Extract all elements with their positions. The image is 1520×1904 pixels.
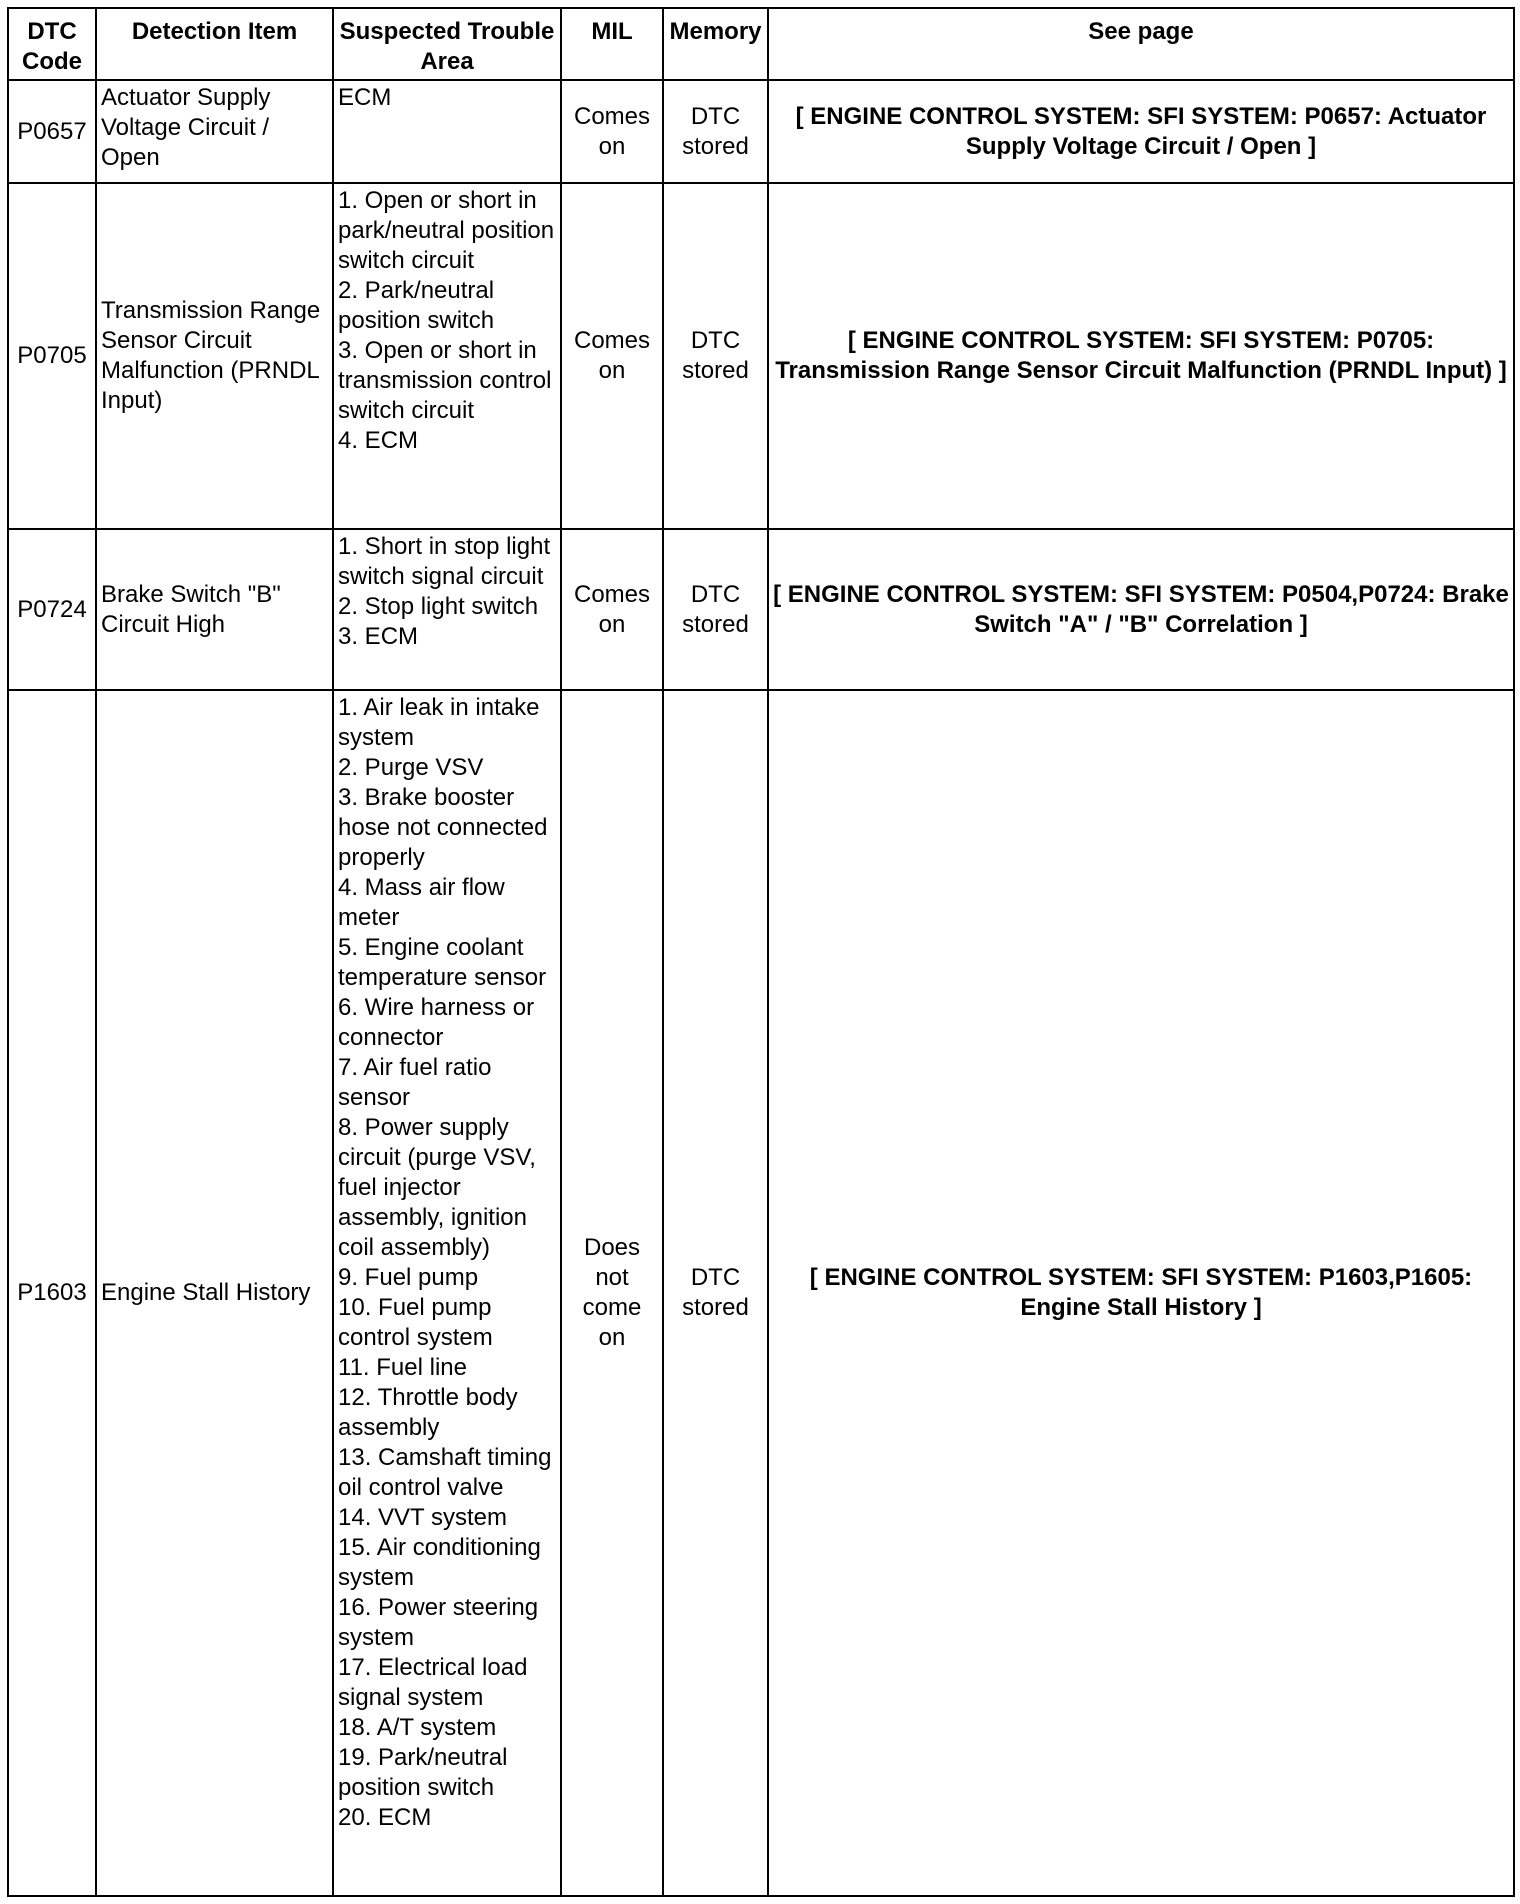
trouble-area-item: 15. Air conditioning system: [338, 1534, 541, 1591]
header-memory: Memory: [663, 8, 768, 80]
dtc-code: P1603: [8, 690, 96, 1896]
trouble-area-item: 11. Fuel line: [338, 1354, 467, 1381]
see-page-text[interactable]: [ ENGINE CONTROL SYSTEM: SFI SYSTEM: P1603,P1605: Engine Stall History ]: [809, 1264, 1473, 1321]
see-page-text[interactable]: [ ENGINE CONTROL SYSTEM: SFI SYSTEM: P0705: Transmission Range Sensor Circuit Malfunction (PRNDL Input) ]: [775, 327, 1507, 384]
trouble-area-item: 2. Park/neutral position switch: [338, 277, 495, 334]
trouble-area: [333, 529, 561, 690]
detection-item: Engine Stall History: [96, 690, 333, 1896]
dtc-code: P0705: [8, 183, 96, 529]
trouble-area-item: 4. ECM: [338, 427, 419, 454]
trouble-area: [333, 80, 561, 183]
trouble-area-item: 3. ECM: [338, 623, 419, 650]
trouble-area-item: 1. Short in stop light switch signal circuit: [338, 533, 551, 590]
trouble-area-item: 20. ECM: [338, 1804, 432, 1831]
header-dtc-code: DTC Code: [8, 8, 96, 80]
trouble-area-item: 5. Engine coolant temperature sensor: [338, 934, 547, 991]
trouble-area-item: 2. Stop light switch: [338, 593, 539, 620]
trouble-area-item: 10. Fuel pump control system: [338, 1294, 493, 1351]
trouble-area-item: 3. Open or short in transmission control switch circuit: [338, 337, 552, 424]
dtc-code: P0724: [8, 529, 96, 690]
trouble-area-item: 16. Power steering system: [338, 1594, 539, 1651]
trouble-area-item: 1. Air leak in intake system: [338, 694, 540, 751]
mil-status: Does not come on: [561, 690, 663, 1896]
see-page-link[interactable]: [768, 690, 1514, 1896]
mil-status: Comes on: [561, 529, 663, 690]
see-page-link[interactable]: [768, 529, 1514, 690]
trouble-area-item: 14. VVT system: [338, 1504, 507, 1531]
trouble-area-item: 12. Throttle body assembly: [338, 1384, 518, 1441]
detection-item: Transmission Range Sensor Circuit Malfunction (PRNDL Input): [96, 183, 333, 529]
memory-status: DTC stored: [663, 529, 768, 690]
detection-item: Brake Switch "B" Circuit High: [96, 529, 333, 690]
dtc-code: P0657: [8, 80, 96, 183]
detection-item: Actuator Supply Voltage Circuit / Open: [96, 80, 333, 183]
header-see-page: See page: [768, 8, 1514, 80]
trouble-area-item: 1. Open or short in park/neutral position switch circuit: [338, 187, 555, 274]
table-row: [8, 529, 1514, 690]
trouble-area-item: 9. Fuel pump: [338, 1264, 479, 1291]
memory-status: DTC stored: [663, 183, 768, 529]
trouble-area-item: 19. Park/neutral position switch: [338, 1744, 508, 1801]
header-row: [8, 8, 1514, 80]
trouble-area-item: 2. Purge VSV: [338, 754, 484, 781]
header-detection-item: Detection Item: [96, 8, 333, 80]
trouble-area-item: 6. Wire harness or connector: [338, 994, 535, 1051]
table-row: [8, 183, 1514, 529]
trouble-area-item: 7. Air fuel ratio sensor: [338, 1054, 492, 1111]
trouble-area-item: 18. A/T system: [338, 1714, 497, 1741]
mil-status: Comes on: [561, 80, 663, 183]
trouble-area-item: 13. Camshaft timing oil control valve: [338, 1444, 552, 1501]
memory-status: DTC stored: [663, 690, 768, 1896]
trouble-area-item: 3. Brake booster hose not connected properly: [338, 784, 548, 871]
see-page-link[interactable]: [768, 80, 1514, 183]
trouble-area-item: ECM: [338, 84, 392, 111]
see-page-link[interactable]: [768, 183, 1514, 529]
header-suspected-trouble-area: Suspected Trouble Area: [333, 8, 561, 80]
trouble-area-item: 8. Power supply circuit (purge VSV, fuel injector assembly, ignition coil assembly): [338, 1114, 536, 1261]
mil-status: Comes on: [561, 183, 663, 529]
header-mil: MIL: [561, 8, 663, 80]
table-row: [8, 690, 1514, 1896]
see-page-text[interactable]: [ ENGINE CONTROL SYSTEM: SFI SYSTEM: P0504,P0724: Brake Switch "A" / "B" Correlation ]: [773, 580, 1509, 638]
trouble-area: [333, 690, 561, 1896]
memory-status: DTC stored: [663, 80, 768, 183]
trouble-area: [333, 183, 561, 529]
table-row: [8, 80, 1514, 183]
trouble-area-item: 4. Mass air flow meter: [338, 874, 505, 931]
see-page-text[interactable]: [ ENGINE CONTROL SYSTEM: SFI SYSTEM: P0657: Actuator Supply Voltage Circuit / Open ]: [795, 102, 1487, 160]
trouble-area-item: 17. Electrical load signal system: [338, 1654, 528, 1711]
dtc-table: [7, 7, 1515, 1897]
